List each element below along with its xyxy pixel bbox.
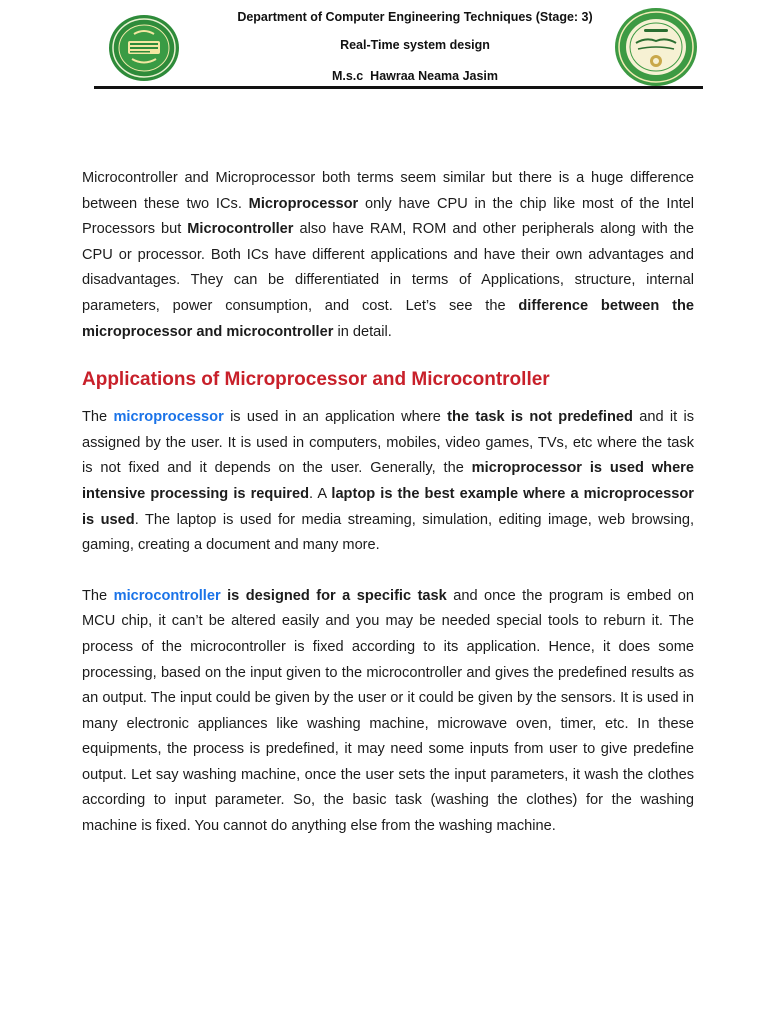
department-name: Department of Computer Engineering Techniques (Stage: 3) bbox=[237, 10, 593, 24]
mp-text-1: The bbox=[82, 409, 114, 426]
microprocessor-paragraph bbox=[82, 405, 694, 559]
intro-text-3: also have RAM, ROM and other peripherals along with the CPU or processor. Both ICs have different applications and have their own advantages and disadvantages. They can be differentiated in terms of Applications, structure, internal parameters, power consumption, and cost. Let’s see the bbox=[82, 221, 694, 314]
intro-bold-difference: difference between the microprocessor and microcontroller bbox=[82, 297, 695, 340]
mp-text-4: . A bbox=[309, 485, 332, 502]
mc-text-3: and once the program is embed on MCU chip, it can’t be altered easily and you may be needed special tools to reburn it. The process of the microcontroller is fixed according to its application. Hence, it does some processing, based on the input given to the microcontroller and gives the predefined results as an output. The input could be given by the user or it could be given by the sensors. It is used in many electronic appliances like washing machine, microwave oven, timer, etc. In these equipments, the process is predefined, it may need some inputs from user to give predefine output. Let say washing machine, once the user sets the input parameters, it wash the clothes according to input parameter. So, the basic task (washing the clothes) for the washing machine is fixed. You cannot do anything else from the washing machine. bbox=[82, 587, 695, 835]
mp-text-5: . The laptop is used for media streaming, simulation, editing image, web browsing, gaming, creating a document and many more. bbox=[82, 511, 694, 554]
intro-bold-microprocessor: Microprocessor bbox=[248, 195, 359, 212]
university-logo-left bbox=[108, 14, 180, 82]
lecturer-name: M.s.c Hawraa Neama Jasim bbox=[331, 69, 499, 83]
mp-bold-2: microprocessor is used where intensive processing is required bbox=[82, 460, 694, 502]
mp-bold-1: the task is not predefined bbox=[447, 409, 633, 426]
university-logo-right bbox=[614, 7, 698, 87]
course-title: Real-Time system design bbox=[340, 38, 490, 52]
intro-text-2: only have CPU in the chip like most of the Intel Processors but bbox=[82, 195, 694, 238]
header-divider bbox=[94, 86, 703, 89]
page-header bbox=[0, 0, 768, 92]
mc-text-1: The bbox=[82, 587, 114, 604]
microprocessor-link[interactable]: microprocessor bbox=[113, 409, 224, 426]
section-heading: Applications of Microprocessor and Microcontroller bbox=[82, 369, 550, 391]
mp-bold-3: laptop is the best example where a microprocessor is used bbox=[82, 485, 694, 528]
intro-paragraph bbox=[82, 166, 694, 345]
document-body bbox=[82, 166, 694, 840]
mp-text-2: is used in an application where bbox=[223, 409, 448, 426]
intro-bold-microcontroller: Microcontroller bbox=[187, 221, 294, 238]
mc-bold-1: is designed for a specific task bbox=[227, 587, 447, 604]
mp-text-3: and it is assigned by the user. It is used in computers, mobiles, video games, TVs, etc where the task is not fixed and it depends on the user. Generally, the bbox=[82, 409, 695, 477]
intro-text-4: in detail. bbox=[333, 323, 392, 340]
microcontroller-link[interactable]: microcontroller bbox=[113, 587, 221, 604]
intro-text-1: Microcontroller and Microprocessor both terms seem similar but there is a huge difference between these two ICs. bbox=[82, 170, 694, 212]
microcontroller-paragraph bbox=[82, 584, 694, 840]
